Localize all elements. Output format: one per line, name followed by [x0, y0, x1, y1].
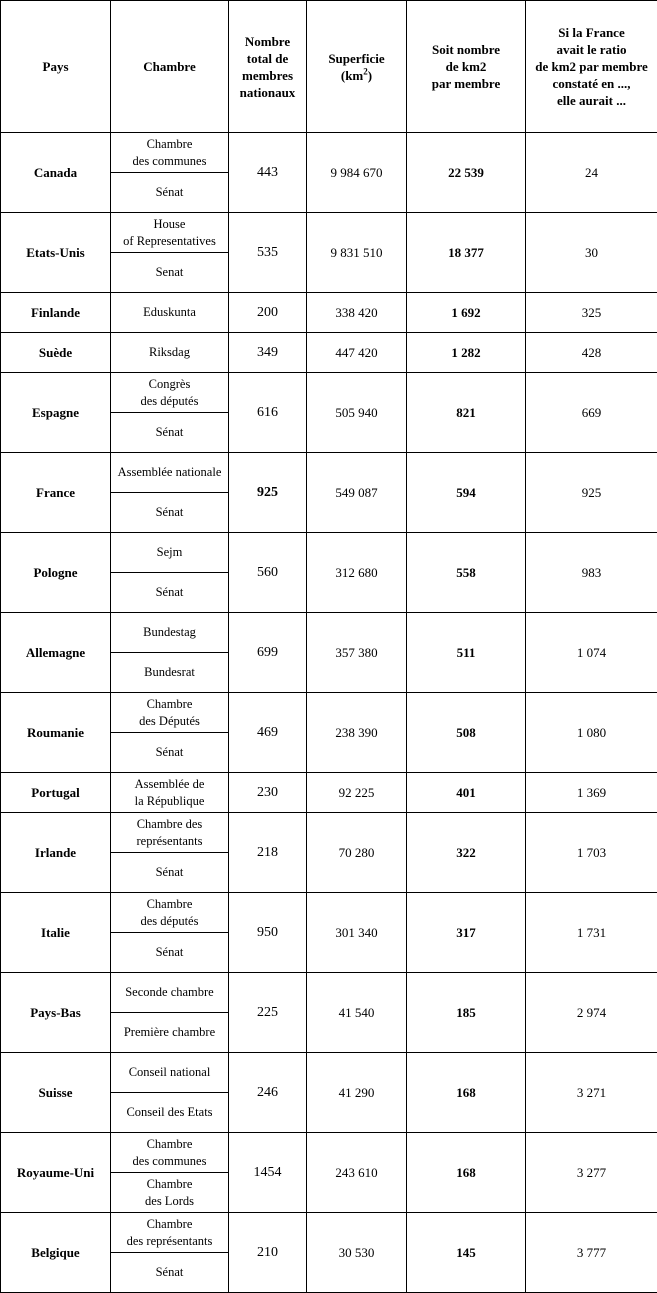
cell-chambre: Sénat: [111, 853, 229, 893]
cell-france: 1 074: [526, 613, 657, 693]
cell-pays: France: [1, 453, 111, 533]
cell-chambre: Chambre des communes: [111, 1133, 229, 1173]
cell-france: 1 080: [526, 693, 657, 773]
cell-total: 950: [229, 893, 307, 973]
table-row: [1, 373, 657, 413]
table-row: [1, 333, 657, 373]
cell-chambre: Chambre des communes: [111, 133, 229, 173]
cell-chambre: Chambre des représentants: [111, 1213, 229, 1253]
cell-chambre: Sénat: [111, 1253, 229, 1293]
cell-superficie: 41 290: [307, 1053, 407, 1133]
cell-ratio: 322: [407, 813, 526, 893]
cell-pays: Irlande: [1, 813, 111, 893]
cell-france: 3 277: [526, 1133, 657, 1213]
cell-ratio: 18 377: [407, 213, 526, 293]
cell-chambre: House of Representatives: [111, 213, 229, 253]
cell-pays: Portugal: [1, 773, 111, 813]
cell-pays: Canada: [1, 133, 111, 213]
cell-pays: Suède: [1, 333, 111, 373]
cell-france: 983: [526, 533, 657, 613]
cell-ratio: 1 282: [407, 333, 526, 373]
cell-france: 2 974: [526, 973, 657, 1053]
cell-chambre: Chambre des Lords: [111, 1173, 229, 1213]
cell-ratio: 401: [407, 773, 526, 813]
cell-chambre: Sénat: [111, 733, 229, 773]
cell-france: 325: [526, 293, 657, 333]
cell-superficie: 312 680: [307, 533, 407, 613]
cell-chambre: Assemblée nationale: [111, 453, 229, 493]
cell-france: 428: [526, 333, 657, 373]
cell-total: 246: [229, 1053, 307, 1133]
cell-chambre: Chambre des députés: [111, 893, 229, 933]
table-row: [1, 453, 657, 493]
cell-total: 925: [229, 453, 307, 533]
cell-chambre: Sénat: [111, 573, 229, 613]
cell-chambre: Sénat: [111, 493, 229, 533]
cell-pays: Pays-Bas: [1, 973, 111, 1053]
cell-pays: Espagne: [1, 373, 111, 453]
header-superficie: [307, 1, 407, 133]
table-row: [1, 693, 657, 733]
cell-chambre: Sénat: [111, 173, 229, 213]
cell-chambre: Congrès des députés: [111, 373, 229, 413]
cell-chambre: Assemblée de la République: [111, 773, 229, 813]
cell-pays: Italie: [1, 893, 111, 973]
table-row: [1, 613, 657, 653]
cell-france: 3 271: [526, 1053, 657, 1133]
cell-france: 1 731: [526, 893, 657, 973]
header-total: Nombre total de membres nationaux: [229, 1, 307, 133]
cell-chambre: Conseil des Etats: [111, 1093, 229, 1133]
cell-superficie: 243 610: [307, 1133, 407, 1213]
cell-superficie: 301 340: [307, 893, 407, 973]
table-row: [1, 773, 657, 813]
cell-ratio: 508: [407, 693, 526, 773]
cell-superficie: 338 420: [307, 293, 407, 333]
cell-total: 210: [229, 1213, 307, 1293]
header-chambre: Chambre: [111, 1, 229, 133]
cell-chambre: Sénat: [111, 933, 229, 973]
cell-ratio: 821: [407, 373, 526, 453]
cell-chambre: Chambre des représentants: [111, 813, 229, 853]
cell-superficie: 357 380: [307, 613, 407, 693]
cell-france: 1 703: [526, 813, 657, 893]
cell-france: 30: [526, 213, 657, 293]
cell-ratio: 1 692: [407, 293, 526, 333]
cell-pays: Roumanie: [1, 693, 111, 773]
cell-chambre: Riksdag: [111, 333, 229, 373]
table-row: [1, 293, 657, 333]
cell-france: 669: [526, 373, 657, 453]
header-superficie-label: Superficie: [328, 50, 385, 66]
cell-total: 616: [229, 373, 307, 453]
cell-superficie: 549 087: [307, 453, 407, 533]
table-row: [1, 213, 657, 253]
cell-chambre: Bundestag: [111, 613, 229, 653]
cell-ratio: 168: [407, 1133, 526, 1213]
cell-superficie: 41 540: [307, 973, 407, 1053]
table-row: [1, 533, 657, 573]
cell-pays: Allemagne: [1, 613, 111, 693]
cell-superficie: 9 831 510: [307, 213, 407, 293]
cell-france: 24: [526, 133, 657, 213]
cell-ratio: 317: [407, 893, 526, 973]
cell-chambre: Senat: [111, 253, 229, 293]
cell-superficie: 238 390: [307, 693, 407, 773]
header-france: Si la France avait le ratio de km2 par membre constaté en ..., elle aurait ...: [526, 1, 657, 133]
cell-france: 1 369: [526, 773, 657, 813]
table-row: [1, 893, 657, 933]
cell-chambre: Conseil national: [111, 1053, 229, 1093]
table-row: [1, 1053, 657, 1093]
cell-total: 349: [229, 333, 307, 373]
cell-total: 1454: [229, 1133, 307, 1213]
table-row: [1, 813, 657, 853]
cell-chambre: Bundesrat: [111, 653, 229, 693]
cell-ratio: 558: [407, 533, 526, 613]
cell-superficie: 70 280: [307, 813, 407, 893]
cell-chambre: Sénat: [111, 413, 229, 453]
cell-superficie: 92 225: [307, 773, 407, 813]
cell-france: 3 777: [526, 1213, 657, 1293]
cell-total: 200: [229, 293, 307, 333]
table-body: [1, 133, 657, 1293]
cell-superficie: 30 530: [307, 1213, 407, 1293]
cell-total: 230: [229, 773, 307, 813]
cell-chambre: Première chambre: [111, 1013, 229, 1053]
cell-ratio: 185: [407, 973, 526, 1053]
table-row: [1, 133, 657, 173]
header-ratio: Soit nombre de km2 par membre: [407, 1, 526, 133]
cell-superficie: 505 940: [307, 373, 407, 453]
cell-total: 225: [229, 973, 307, 1053]
cell-chambre: Chambre des Députés: [111, 693, 229, 733]
cell-pays: Pologne: [1, 533, 111, 613]
cell-chambre: Seconde chambre: [111, 973, 229, 1013]
table-row: [1, 973, 657, 1013]
cell-total: 443: [229, 133, 307, 213]
cell-ratio: 168: [407, 1053, 526, 1133]
cell-pays: Royaume-Uni: [1, 1133, 111, 1213]
cell-chambre: Eduskunta: [111, 293, 229, 333]
table-row: [1, 1133, 657, 1173]
cell-total: 560: [229, 533, 307, 613]
cell-superficie: 9 984 670: [307, 133, 407, 213]
cell-ratio: 145: [407, 1213, 526, 1293]
cell-total: 699: [229, 613, 307, 693]
cell-total: 535: [229, 213, 307, 293]
cell-pays: Belgique: [1, 1213, 111, 1293]
cell-france: 925: [526, 453, 657, 533]
header-row: [1, 1, 657, 133]
cell-pays: Suisse: [1, 1053, 111, 1133]
cell-ratio: 22 539: [407, 133, 526, 213]
cell-total: 218: [229, 813, 307, 893]
cell-pays: Etats-Unis: [1, 213, 111, 293]
header-superficie-unit: $(km^2)$: [340, 66, 373, 83]
cell-ratio: 511: [407, 613, 526, 693]
cell-superficie: 447 420: [307, 333, 407, 373]
cell-chambre: Sejm: [111, 533, 229, 573]
table-row: [1, 1213, 657, 1253]
cell-total: 469: [229, 693, 307, 773]
header-pays: Pays: [1, 1, 111, 133]
cell-ratio: 594: [407, 453, 526, 533]
cell-pays: Finlande: [1, 293, 111, 333]
